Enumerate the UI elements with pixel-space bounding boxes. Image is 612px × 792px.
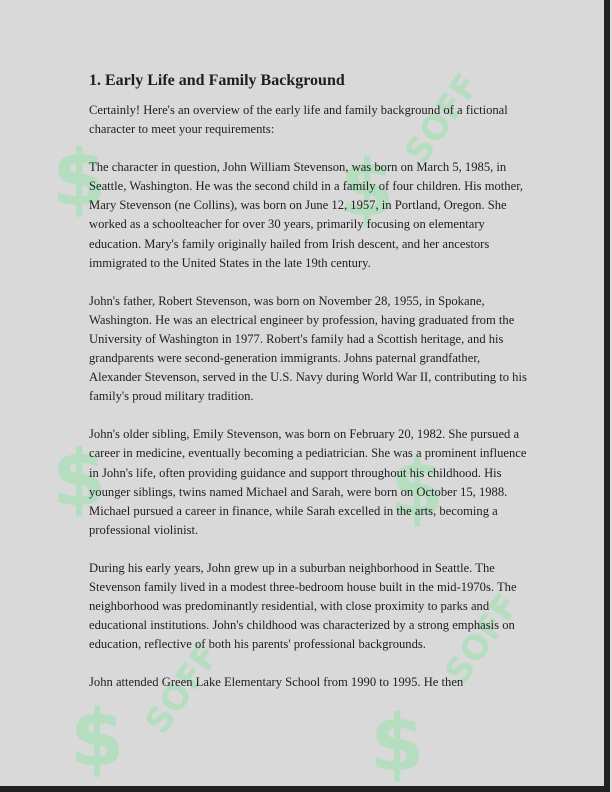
section-heading: 1. Early Life and Family Background xyxy=(89,72,345,89)
watermark-logo: SOFF xyxy=(397,66,488,172)
watermark-dollar-icon: $ xyxy=(52,134,107,224)
watermark-dollar-icon: $ xyxy=(70,694,125,784)
paragraph-school: John attended Green Lake Elementary School from 1990 to 1995. He then xyxy=(89,675,464,690)
watermark-dollar-icon: $ xyxy=(340,144,395,234)
paragraph-birth-mother: The character in question, John William Stevenson, was born on March 5, 1985, in Seattle, Washington. He was the second child in a family of four children. His mother, Mary Stevenson (ne Collins), was born on June 12, 1957, in Portland, Oregon. She worked as a schoolteacher for over 30 years, primarily focusing on elementary education. Mary's family originally hailed from Irish descent, and her ancestors immigrated to the United States in the late 19th century. xyxy=(89,160,524,270)
paragraph-siblings: John's older sibling, Emily Stevenson, was born on February 20, 1982. She pursued a career in medicine, eventually becoming a pediatrician. She was a prominent influence in John's life, often providing guidance and support throughout his childhood. His younger siblings, twins named Michael and Sarah, were born on October 15, 1988. Michael pursued a career in finance, while Sarah excelled in the arts, becoming a professional violinist. xyxy=(89,427,527,537)
paragraph-father: John's father, Robert Stevenson, was born on November 28, 1955, in Spokane, Washington. He was an electrical engineer by profession, having graduated from the University of Washington in 1977. Robert's family had a Scottish heritage, and his grandparents were second-generation immigrants. Johns paternal grandfather, Alexander Stevenson, served in the U.S. Navy during World War II, contributing to his family's proud military tradition. xyxy=(89,293,527,404)
watermark-dollar-icon: $ xyxy=(52,434,107,524)
watermark-dollar-icon: $ xyxy=(370,699,425,789)
watermark-logo: SOFF xyxy=(437,586,528,692)
paragraph-intro: Certainly! Here's an overview of the early life and family background of a fictional character to meet your requirements: xyxy=(89,103,508,137)
watermark-dollar-icon: $ xyxy=(390,444,445,534)
paragraph-neighborhood: During his early years, John grew up in a suburban neighborhood in Seattle. The Stevenson family lived in a modest three-bedroom house built in the mid-1970s. The neighborhood was predominantly residential, with close proximity to parks and educational institutions. John's childhood was characterized by a strong emphasis on education, reflective of both his parents' professional backgrounds. xyxy=(89,560,517,652)
watermark-logo: SOFF xyxy=(137,636,228,742)
document-body xyxy=(89,66,529,711)
